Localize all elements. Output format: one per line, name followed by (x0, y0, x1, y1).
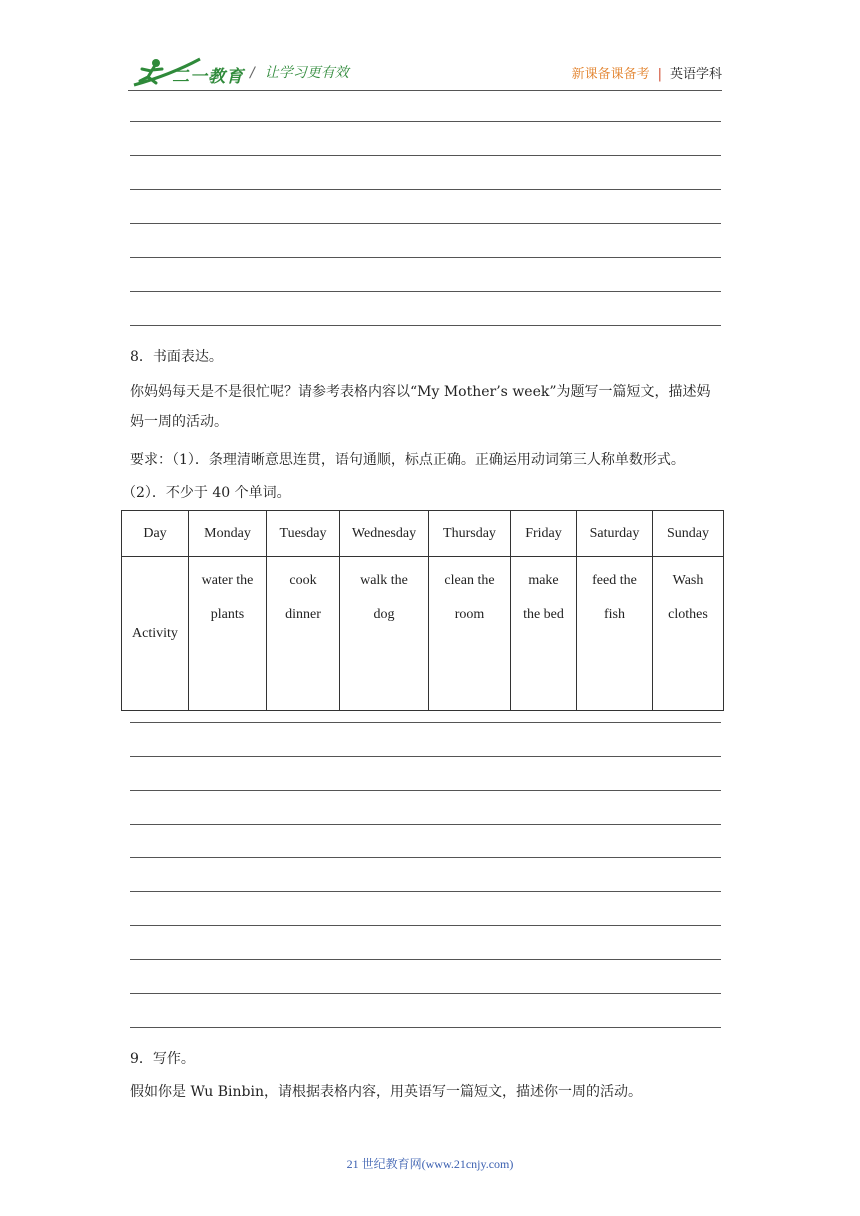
question-8-prompt-line2: 妈一周的活动。 (130, 414, 228, 430)
activity-line: walk the (360, 573, 408, 588)
answer-line[interactable] (130, 857, 721, 858)
activity-line: dinner (285, 607, 321, 622)
activity-line: room (454, 607, 485, 622)
table-activity-row (122, 557, 724, 711)
table-header-sunday: Sunday (653, 511, 724, 557)
answer-line[interactable] (130, 756, 721, 757)
answer-line[interactable] (130, 722, 721, 723)
header-separator: | (657, 67, 662, 82)
logo-text: 二一教育 (172, 67, 244, 87)
answer-line[interactable] (130, 223, 721, 224)
slogan-slash: / (250, 65, 255, 81)
table-row-label-activity: Activity (122, 557, 189, 711)
table-cell-friday (511, 557, 577, 711)
table-header-day-label: Day (122, 511, 189, 557)
activity-line: the bed (523, 607, 564, 622)
answer-line[interactable] (130, 993, 721, 994)
table-cell-monday (189, 557, 267, 711)
activity-line: feed the (592, 573, 637, 588)
table-cell-tuesday (267, 557, 340, 711)
header-tag-subject: 英语学科 (669, 67, 722, 82)
answer-line[interactable] (130, 291, 721, 292)
question-9-prompt: 假如你是 Wu Binbin，请根据表格内容，用英语写一篇短文，描述你一周的活动。 (130, 1084, 642, 1100)
answer-line[interactable] (130, 325, 721, 326)
answer-line[interactable] (130, 155, 721, 156)
slogan-text: 让学习更有效 (264, 65, 349, 81)
table-header-monday: Monday (189, 511, 267, 557)
table-header-row (122, 511, 724, 557)
question-9-title: 9．写作。 (130, 1051, 195, 1067)
header-tag-prep: 新课备课备考 (571, 67, 650, 82)
header-right (572, 63, 722, 82)
activity-line: water the (201, 573, 254, 588)
question-8-prompt-line1: 你妈妈每天是不是很忙呢？请参考表格内容以“My Mother’s week”为题写一篇短文，描述妈 (130, 384, 711, 400)
activity-line: cook (289, 573, 317, 588)
activity-line: Wash (672, 573, 704, 588)
table-cell-thursday (429, 557, 511, 711)
answer-line[interactable] (130, 257, 721, 258)
answer-line[interactable] (130, 824, 721, 825)
table-header-saturday: Saturday (577, 511, 653, 557)
answer-line[interactable] (130, 790, 721, 791)
answer-line[interactable] (130, 1027, 721, 1028)
table-header-thursday: Thursday (429, 511, 511, 557)
activity-line: plants (210, 607, 245, 622)
page-header (0, 0, 860, 100)
table-header-friday: Friday (511, 511, 577, 557)
weekly-activity-table (121, 510, 724, 711)
table-cell-sunday (653, 557, 724, 711)
answer-line[interactable] (130, 891, 721, 892)
activity-line: clothes (668, 607, 708, 622)
answer-line[interactable] (130, 189, 721, 190)
answer-line[interactable] (130, 121, 721, 122)
answer-line[interactable] (130, 925, 721, 926)
table-header-tuesday: Tuesday (267, 511, 340, 557)
answer-line[interactable] (130, 959, 721, 960)
activity-line: dog (373, 607, 395, 622)
header-divider (128, 90, 722, 91)
question-8-title: 8．书面表达。 (130, 349, 223, 365)
table-header-wednesday: Wednesday (340, 511, 429, 557)
activity-line: make (528, 573, 559, 588)
table-cell-saturday (577, 557, 653, 711)
question-8-requirement-1: 要求：（1）．条理清晰意思连贯，语句通顺，标点正确。正确运用动词第三人称单数形式。 (130, 452, 685, 468)
activity-line: clean the (444, 573, 495, 588)
page-footer[interactable]: 21 世纪教育网(www.21cnjy.com) (346, 1157, 514, 1171)
slogan (250, 62, 349, 82)
question-8-requirement-2: （2）．不少于 40 个单词。 (122, 485, 291, 501)
table-cell-wednesday (340, 557, 429, 711)
activity-line: fish (604, 607, 625, 622)
